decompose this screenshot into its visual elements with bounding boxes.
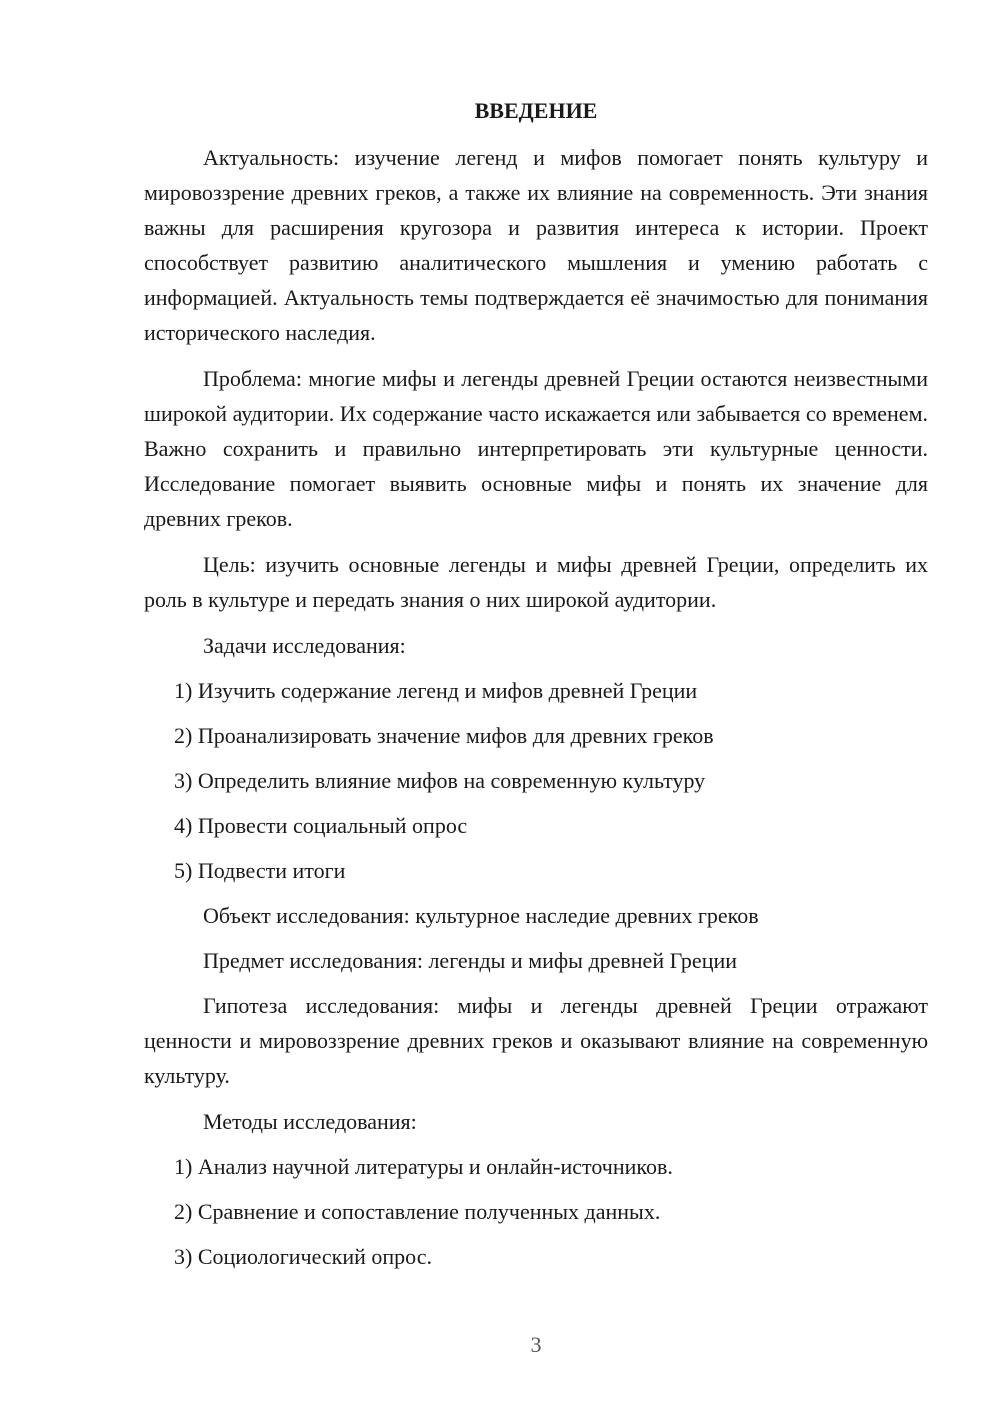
- task-item: 3) Определить влияние мифов на современную культуру: [174, 768, 706, 793]
- relevance-paragraph: Актуальность: изучение легенд и мифов помогает понять культуру и мировоззрение древних греков, а также их влияние на современность. Эти знания важны для расширения кругозора и развития интереса к истории. Проект способствует развитию аналитического мышления и умению работать с информацией. Актуальность темы подтверждается её значимостью для понимания исторического наследия.: [144, 145, 928, 345]
- task-item: 4) Провести социальный опрос: [174, 813, 468, 838]
- methods-list: [144, 1149, 928, 1274]
- problem-paragraph: Проблема: многие мифы и легенды древней Греции остаются неизвестными широкой аудитории. Их содержание часто искажается или забывается со временем. Важно сохранить и правильно интерпретировать эти культурные ценности. Исследование помогает выявить основные мифы и понять их значение для древних греков.: [144, 366, 928, 531]
- task-item: 1) Изучить содержание легенд и мифов древней Греции: [174, 678, 698, 703]
- section-title: ВВЕДЕНИЕ: [474, 98, 598, 123]
- page-content: [144, 96, 928, 1284]
- methods-heading: Методы исследования:: [203, 1109, 417, 1134]
- page-number: 3: [530, 1332, 542, 1357]
- tasks-heading: Задачи исследования:: [203, 633, 406, 658]
- task-item: 5) Подвести итоги: [174, 858, 346, 883]
- task-item: 2) Проанализировать значение мифов для древних греков: [174, 723, 714, 748]
- tasks-list: [144, 673, 928, 888]
- goal-paragraph: Цель: изучить основные легенды и мифы древней Греции, определить их роль в культуре и передать знания о них широкой аудитории.: [144, 552, 928, 612]
- method-item: 2) Сравнение и сопоставление полученных данных.: [174, 1199, 661, 1224]
- method-item: 1) Анализ научной литературы и онлайн-источников.: [174, 1154, 673, 1179]
- method-item: 3) Социологический опрос.: [174, 1244, 432, 1269]
- research-subject: Предмет исследования: легенды и мифы древней Греции: [203, 948, 738, 973]
- hypothesis-paragraph: Гипотеза исследования: мифы и легенды древней Греции отражают ценности и мировоззрение древних греков и оказывают влияние на современную культуру.: [144, 993, 928, 1088]
- research-object: Объект исследования: культурное наследие древних греков: [203, 903, 759, 928]
